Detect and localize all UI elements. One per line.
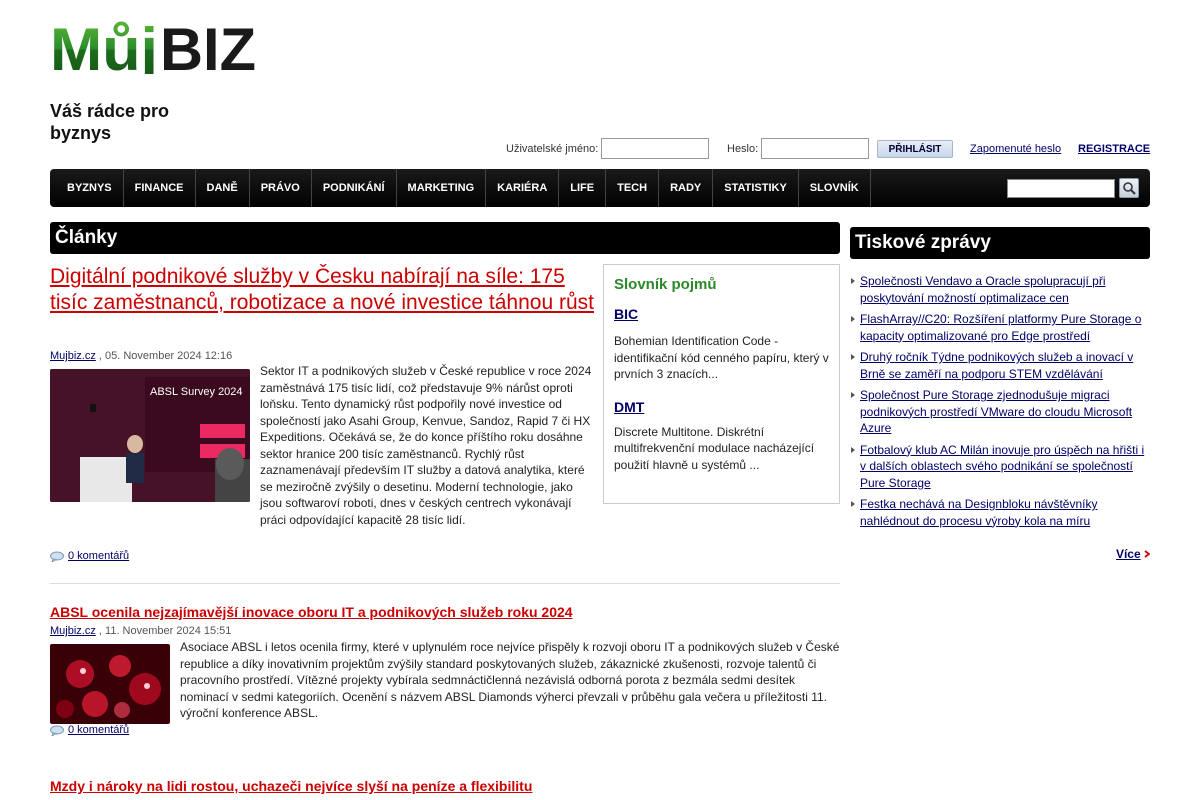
search-button[interactable] (1119, 178, 1139, 198)
password-input[interactable] (761, 138, 869, 159)
magnifier-icon (1122, 181, 1136, 195)
lead-article-comments (50, 550, 129, 562)
press-item-link[interactable]: Festka nechává na Designbloku návštěvníky nahlédnout do procesu výroby kola na míru (860, 497, 1098, 528)
nav-item-life[interactable]: LIFE (559, 169, 606, 207)
press-item (850, 387, 1150, 437)
nav-item-rady[interactable]: RADY (659, 169, 713, 207)
username-label: Uživatelské jméno: (506, 143, 599, 155)
article2-comments-link[interactable]: 0 komentářů (68, 724, 130, 736)
press-more (1090, 547, 1150, 561)
press-item (850, 311, 1150, 344)
nav-item-tech[interactable]: TECH (606, 169, 659, 207)
article2-text: Asociace ABSL i letos ocenila firmy, které v uplynulém roce nejvíce přispěly k rozvoji oboru IT a podnikových služeb v České republice a díky inovativním projektům zvýšily standard poskytovaných služeb, zákaznické zkušenosti, rozvoje talentů či pracovního prostředí. Vítězné projekty vybírala sedmnáctičlenná nezávislá odborná porota z bezmála sedmi desítek nominací v sedmi kategoriích. Ocenění s názvem ABSL Diamonds výherci převzali v průběhu gala večera u příležitosti 11. výroční konference ABSL. (180, 640, 840, 720)
lead-image-caption: ABSL Survey 2024 (150, 386, 243, 398)
comment-icon (50, 725, 64, 736)
lead-article-source[interactable]: Mujbiz.cz (50, 350, 96, 362)
glossary-box (603, 264, 840, 504)
press-item (850, 273, 1150, 306)
login-button[interactable]: PŘIHLÁSIT (877, 140, 953, 158)
password-label: Heslo: (727, 143, 759, 155)
logo-text-right: BIZ (160, 20, 256, 74)
nav-item-finance[interactable]: FINANCE (124, 169, 196, 207)
nav-item-byznys[interactable]: BYZNYS (56, 169, 124, 207)
glossary-term-dmt[interactable]: DMT (614, 398, 645, 415)
article2-image[interactable] (50, 644, 170, 724)
chevron-right-icon (1144, 550, 1150, 558)
glossary-title: Slovník pojmů (614, 276, 717, 293)
article2-meta (50, 625, 231, 637)
nav-items (56, 169, 871, 207)
register-link[interactable]: REGISTRACE (1078, 143, 1151, 155)
press-item (850, 496, 1150, 529)
forgot-password-link[interactable]: Zapomenuté heslo (970, 143, 1062, 155)
articles-section-title: Články (50, 222, 840, 254)
lead-article-image[interactable] (50, 369, 250, 502)
press-more-link[interactable]: Více (1115, 547, 1141, 561)
nav-item-podnikani[interactable]: PODNIKÁNÍ (312, 169, 397, 207)
site-tagline: Váš rádce pro byznys (50, 101, 170, 143)
nav-item-kariera[interactable]: KARIÉRA (486, 169, 559, 207)
nav-item-slovnik[interactable]: SLOVNÍK (799, 169, 871, 207)
search-input[interactable] (1007, 179, 1115, 198)
article2-source[interactable]: Mujbiz.cz (50, 625, 96, 637)
comment-icon (50, 551, 64, 562)
login-form (480, 138, 1150, 160)
press-item-link[interactable]: Společnost Pure Storage zjednodušuje migraci podnikových prostředí VMware do cloudu Microsoft Azure (860, 388, 1133, 435)
glossary-desc-dmt: Discrete Multitone. Diskrétní multifrekvenční modulace nacházející použití hlavně u systémů ... (614, 424, 815, 472)
glossary-term-bic[interactable]: BIC (614, 306, 639, 322)
article2-title[interactable]: ABSL ocenila nejzajímavější inovace oboru IT a podnikových služeb roku 2024 (50, 604, 573, 620)
press-item-link[interactable]: Druhý ročník Týdne podnikových služeb a inovací v Brně se zaměří na podporu STEM vzdělávání (860, 350, 1134, 381)
press-item-link[interactable]: FlashArray//C20: Rozšíření platformy Pure Storage o kapacity optimalizované pro Edge prostředí (860, 312, 1142, 343)
press-item (850, 442, 1150, 492)
main-nav (50, 169, 1150, 207)
press-item-link[interactable]: Společnosti Vendavo a Oracle spolupracují při poskytování možností optimalizace cen (860, 274, 1106, 305)
article2-date: , 11. November 2024 15:51 (98, 625, 232, 637)
press-section-title: Tiskové zprávy (850, 227, 1150, 259)
logo-text-left: Můj (50, 20, 158, 74)
press-list (850, 273, 1150, 534)
article3-title[interactable]: Mzdy i nároky na lidi rostou, uchazeči nejvíce slyší na peníze a flexibilitu (50, 778, 533, 794)
site-logo[interactable] (50, 20, 256, 74)
lead-article-title[interactable]: Digitální podnikové služby v Česku nabírají na síle: 175 tisíc zaměstnanců, robotizace a nové investice táhnou růst (50, 265, 594, 314)
username-input[interactable] (601, 138, 709, 159)
article-divider (50, 583, 840, 584)
lead-comments-link[interactable]: 0 komentářů (68, 550, 130, 562)
press-item-link[interactable]: Fotbalový klub AC Milán inovuje pro úspěch na hřišti i v dalších oblastech svého podnikání se společností Pure Storage (860, 442, 1145, 490)
lead-article-text: Sektor IT a podnikových služeb v České republice v roce 2024 zaměstnává 175 tisíc lidí, což představuje 9% nárůst oproti loňsku. Tento dynamický růst podpořily nové investice od společností jako Asahi Group, Kenvue, Sandoz, Rapid 7 či HX Expeditions. Očekává se, že do konce příštího roku dosáhne sektor hranice 200 tisíc zaměstnanců. Rychlý růst zaznamenávají především IT služby a datová analytika, které se meziročně zvýšily o desetinu. Moderní technologie, jako jsou softwaroví roboti, dnes v českých centrech vykonávají práci odpovídající kapacitě 28 tisíc lidí. (260, 364, 592, 527)
lead-article-date: , 05. November 2024 12:16 (98, 350, 233, 362)
lead-article-meta (50, 350, 232, 362)
nav-item-dane[interactable]: DANĚ (196, 169, 250, 207)
nav-item-marketing[interactable]: MARKETING (397, 169, 487, 207)
glossary-desc-bic: Bohemian Identification Code - identifikační kód cenného papíru, který v prvních 3 znacích... (614, 334, 829, 381)
press-item (850, 349, 1150, 382)
nav-item-pravo[interactable]: PRÁVO (250, 169, 312, 207)
article2-comments (50, 724, 129, 736)
nav-item-statistiky[interactable]: STATISTIKY (713, 169, 799, 207)
